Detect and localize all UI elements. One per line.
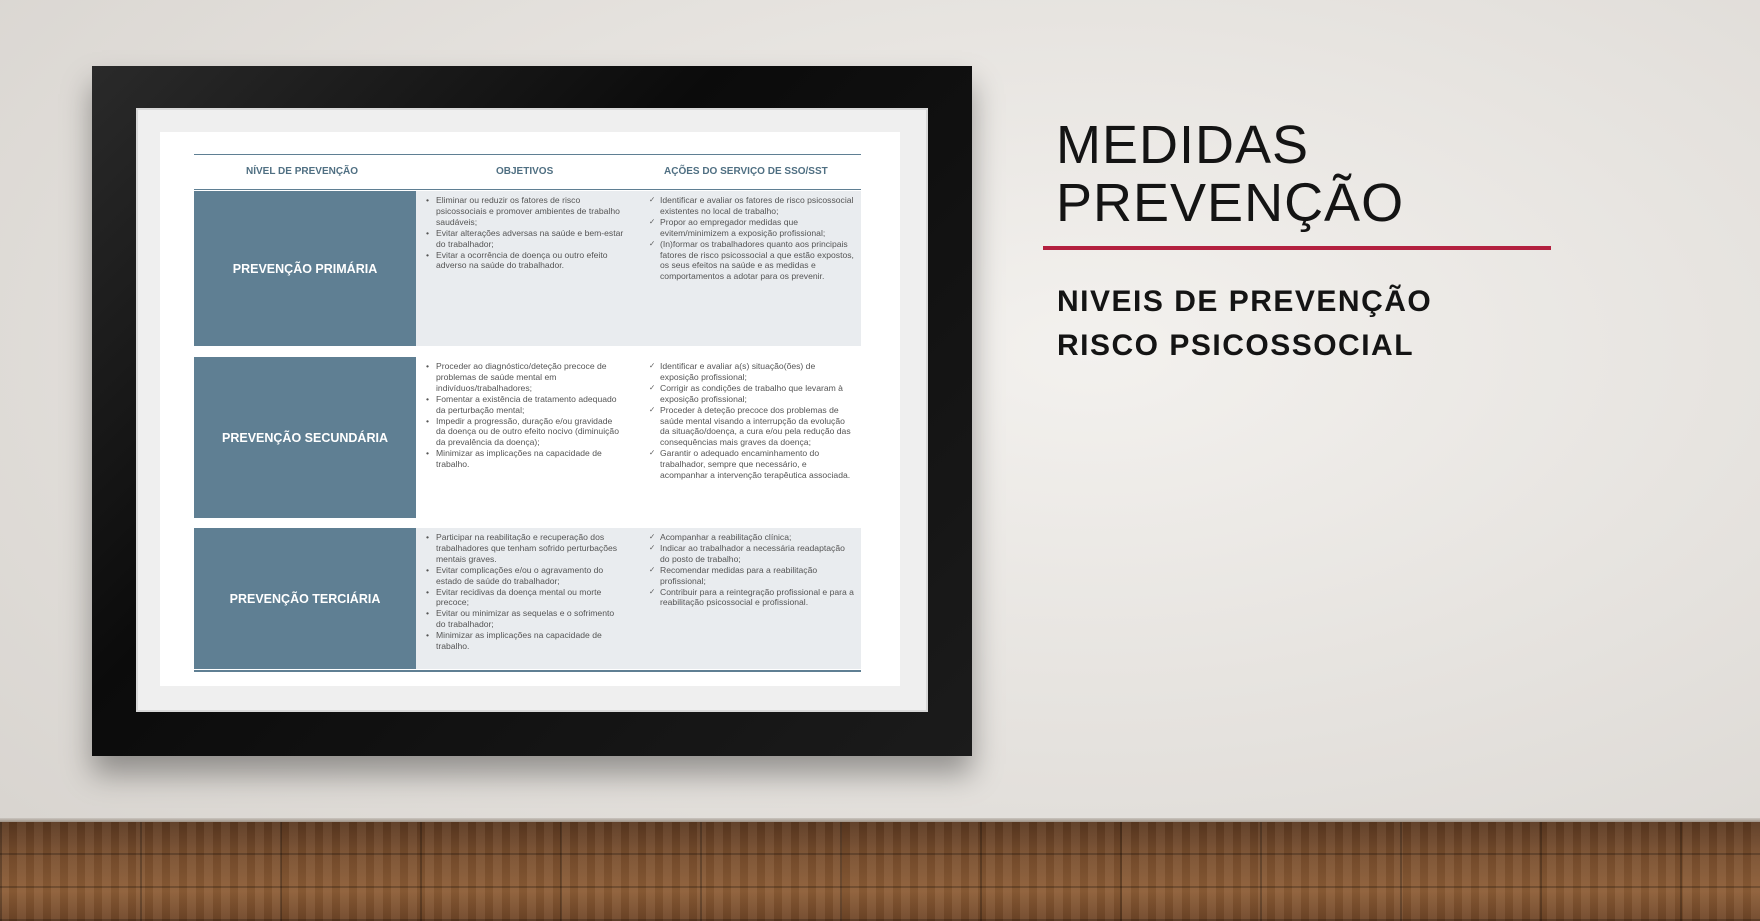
list-item: ✓ Recomendar medidas para a reabilitação profissional; [648, 565, 856, 587]
row-content [416, 528, 861, 669]
list-item: ✓ Garantir o adequado encaminhamento do trabalhador, sempre que necessário, e acompanhar a intervenção terapêutica associada. [648, 448, 856, 481]
title-accent-rule [1043, 246, 1551, 250]
level-cell: PREVENÇÃO TERCIÁRIA [194, 528, 416, 669]
table-row-secondary [194, 357, 861, 518]
subtitle-line-1: NIVEIS DE PREVENÇÃO [1057, 285, 1433, 318]
list-item: • Minimizar as implicações na capacidade de trabalho. [424, 630, 624, 652]
title-line-1: MEDIDAS [1056, 115, 1310, 175]
list-item: ✓ Identificar e avaliar os fatores de risco psicossocial existentes no local de trabalho; [648, 195, 856, 217]
list-item: • Impedir a progressão, duração e/ou gravidade da doença ou de outro efeito nocivo (diminuição da prevalência da doença); [424, 416, 624, 449]
wooden-floor [0, 822, 1760, 921]
table-bottom-rule [194, 670, 861, 672]
list-item: • Fomentar a existência de tratamento adequado da perturbação mental; [424, 394, 624, 416]
list-item: ✓ Acompanhar a reabilitação clínica; [648, 532, 856, 543]
table-row-primary [194, 191, 861, 346]
header-objectives: OBJETIVOS [496, 166, 554, 177]
slide-title [1056, 116, 1404, 232]
table-header [194, 154, 861, 190]
list-item: ✓ Identificar e avaliar a(s) situação(ões) de exposição profissional; [648, 361, 856, 383]
list-item: • Evitar alterações adversas na saúde e bem-estar do trabalhador; [424, 228, 624, 250]
list-item: • Proceder ao diagnóstico/deteção precoce de problemas de saúde mental em indivíduos/trabalhadores; [424, 361, 624, 394]
prevention-levels-table [194, 154, 861, 652]
objectives-list [424, 532, 624, 652]
actions-list [648, 361, 856, 481]
objectives-list [424, 361, 624, 470]
header-level: NÍVEL DE PREVENÇÃO [246, 166, 359, 177]
list-item: ✓ Proceder à deteção precoce dos problemas de saúde mental visando a interrupção da evolução da situação/doença, a cura e/ou pela redução das consequências mais graves da doença; [648, 405, 856, 449]
level-cell: PREVENÇÃO SECUNDÁRIA [194, 357, 416, 518]
level-cell: PREVENÇÃO PRIMÁRIA [194, 191, 416, 346]
list-item: • Evitar ou minimizar as sequelas e o sofrimento do trabalhador; [424, 608, 624, 630]
subtitle-line-2: RISCO PSICOSSOCIAL [1057, 329, 1415, 362]
row-content [416, 191, 861, 346]
header-actions: AÇÕES DO SERVIÇO DE SSO/SST [664, 166, 828, 177]
list-item: ✓ Corrigir as condições de trabalho que levaram à exposição profissional; [648, 383, 856, 405]
list-item: • Participar na reabilitação e recuperação dos trabalhadores que tenham sofrido perturbações mentais graves. [424, 532, 624, 565]
actions-list [648, 532, 856, 608]
list-item: • Evitar a ocorrência de doença ou outro efeito adverso na saúde do trabalhador. [424, 250, 624, 272]
table-row-tertiary [194, 528, 861, 669]
slide-subtitle [1057, 280, 1432, 368]
list-item: • Evitar complicações e/ou o agravamento do estado de saúde do trabalhador; [424, 565, 624, 587]
list-item: ✓ Contribuir para a reintegração profissional e para a reabilitação psicossocial e profissional. [648, 587, 856, 609]
list-item: • Evitar recidivas da doença mental ou morte precoce; [424, 587, 624, 609]
list-item: • Eliminar ou reduzir os fatores de risco psicossociais e promover ambientes de trabalho saudáveis; [424, 195, 624, 228]
list-item: ✓ Indicar ao trabalhador a necessária readaptação do posto de trabalho; [648, 543, 856, 565]
list-item: ✓ Propor ao empregador medidas que evitem/minimizem a exposição profissional; [648, 217, 856, 239]
framed-table-image [160, 132, 900, 686]
list-item: ✓ (In)formar os trabalhadores quanto aos principais fatores de risco psicossocial a que estão expostos, os seus efeitos na saúde e as medidas e comportamentos a adotar para os prevenir. [648, 239, 856, 283]
objectives-list [424, 195, 624, 271]
row-content [416, 357, 861, 518]
actions-list [648, 195, 856, 282]
list-item: • Minimizar as implicações na capacidade de trabalho. [424, 448, 624, 470]
title-line-2: PREVENÇÃO [1056, 173, 1405, 233]
